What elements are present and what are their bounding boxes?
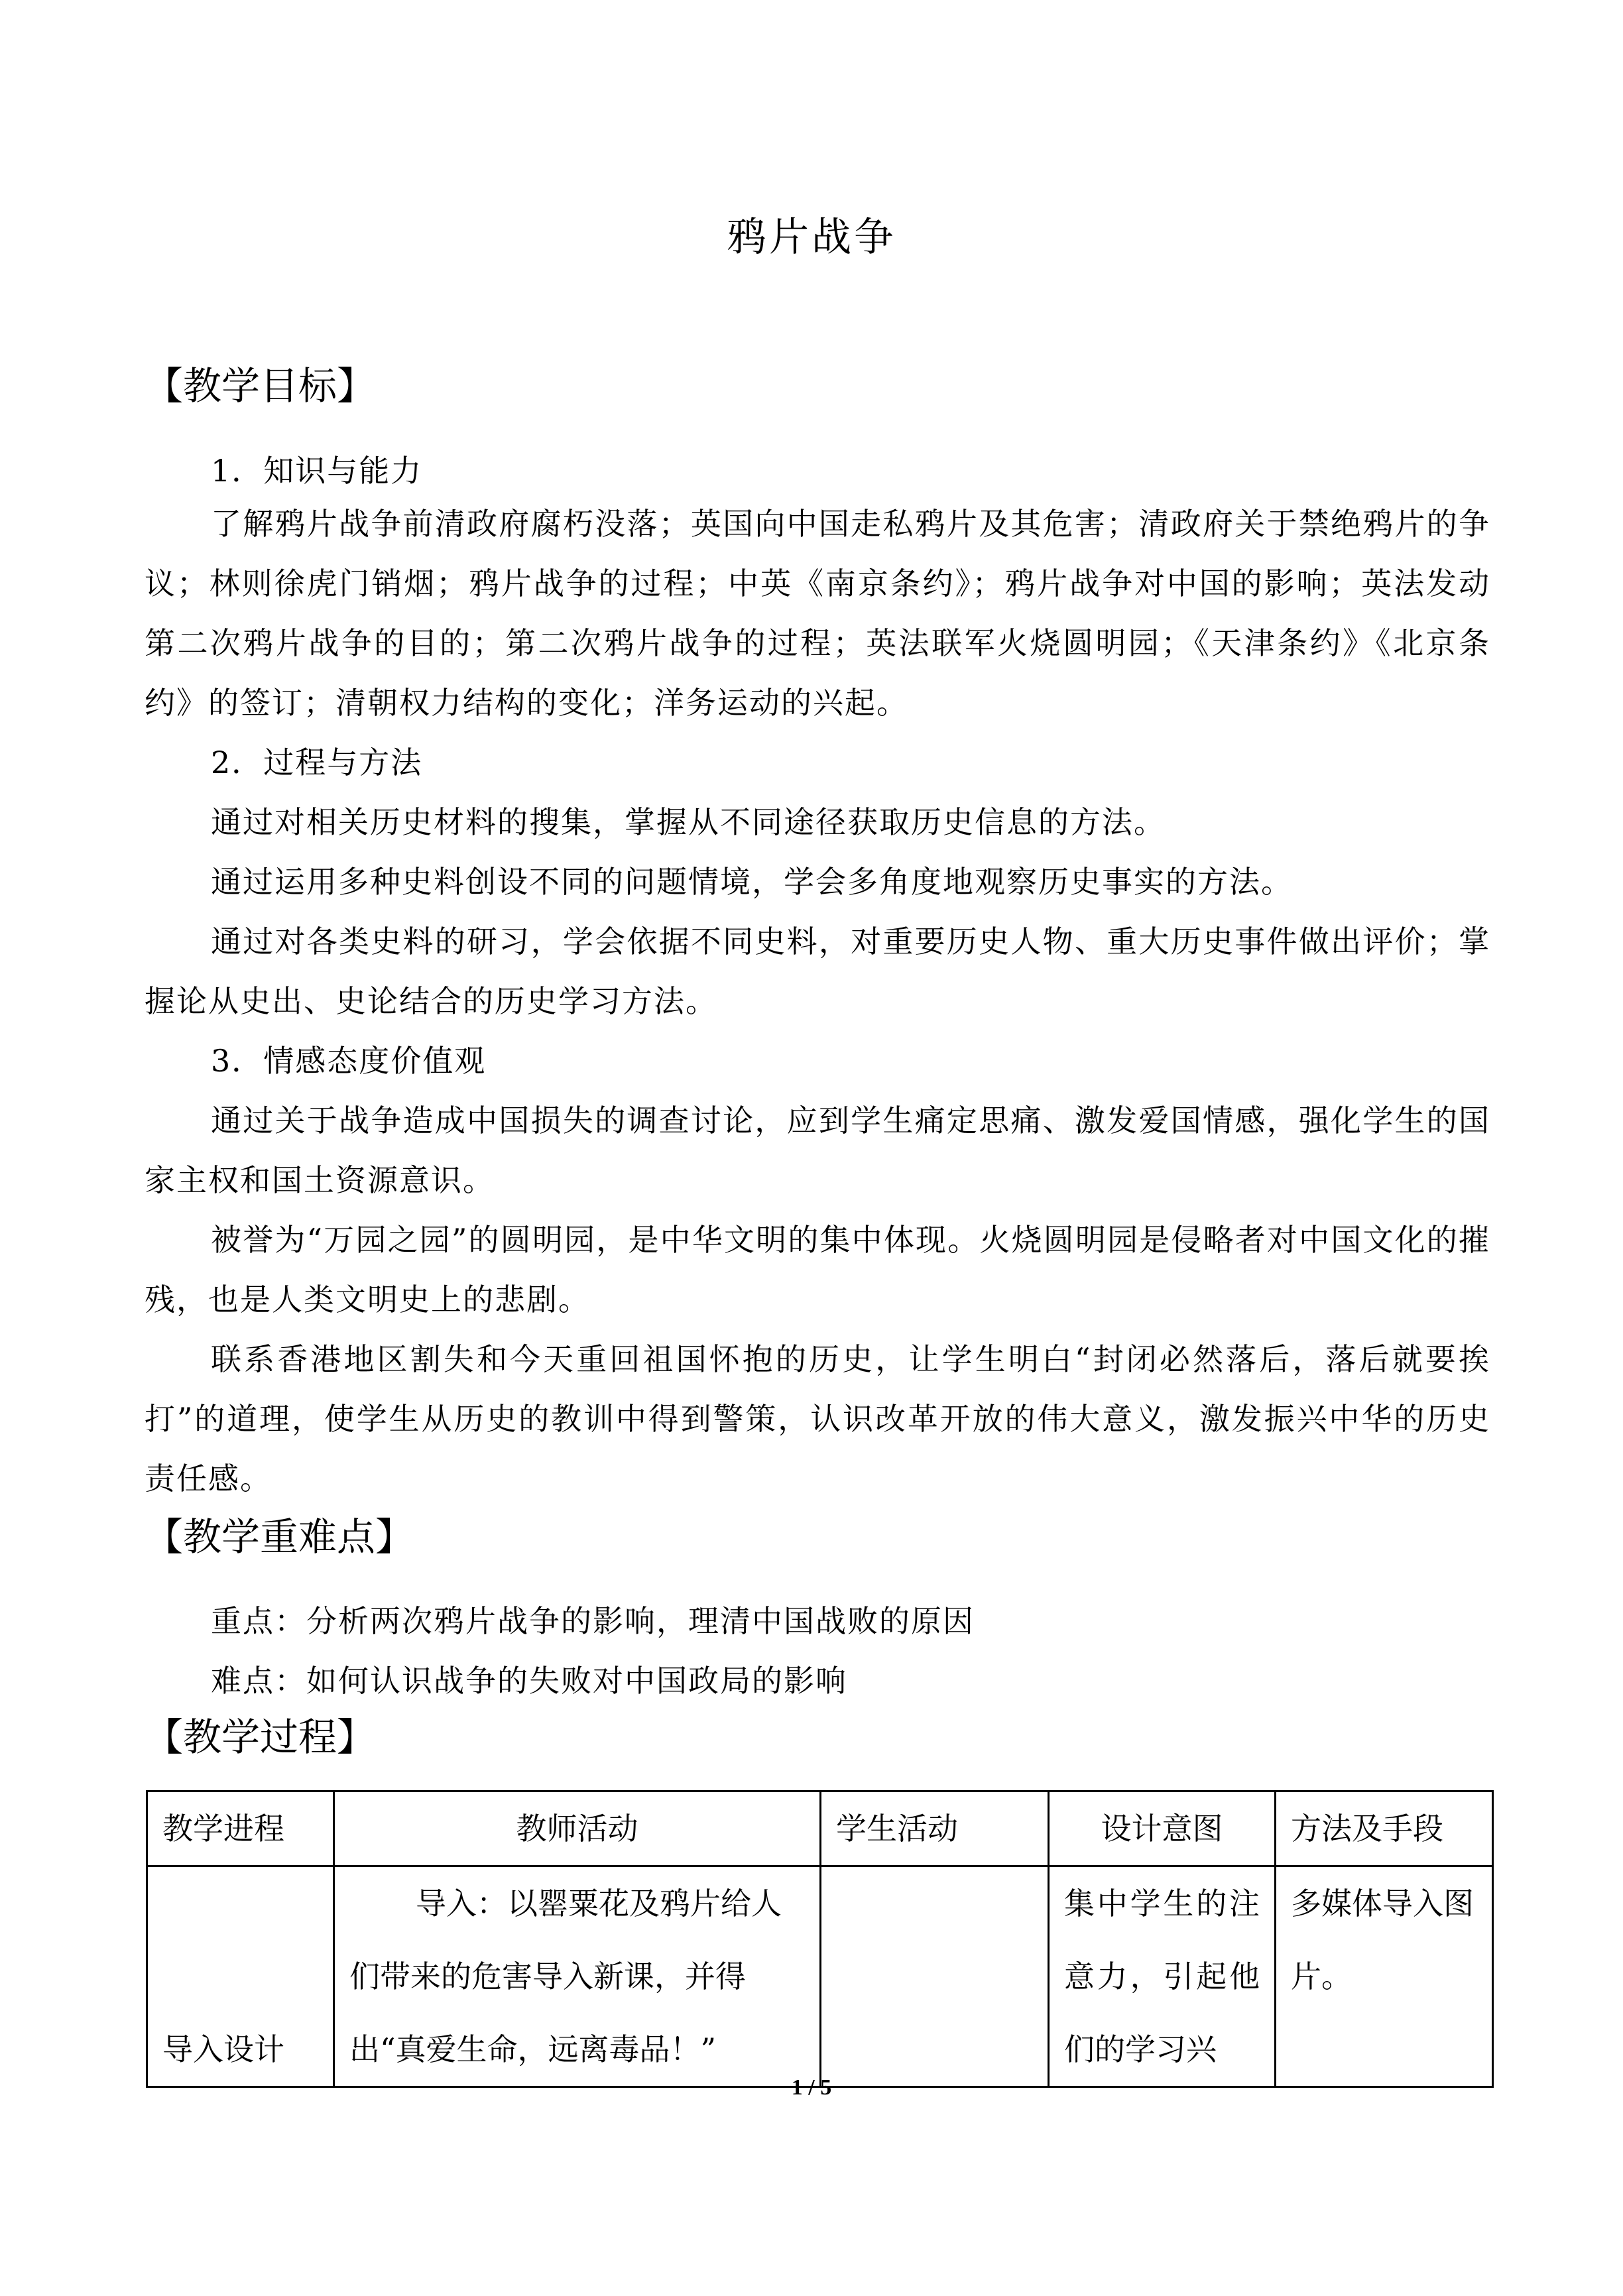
table-row	[147, 1866, 1493, 2087]
goal1-text: 了解鸦片战争前清政府腐朽没落；英国向中国走私鸦片及其危害；清政府关于禁绝鸦片的争议；林则徐虎门销烟；鸦片战争的过程；中英《南京条约》；鸦片战争对中国的影响；英法发动第二次鸦片战争的目的；第二次鸦片战争的过程；英法联军火烧圆明园；《天津条约》《北京条约》的签订；清朝权力结构的变化；洋务运动的兴起。	[145, 506, 1490, 721]
cell-stage: 导入设计	[147, 1866, 334, 2087]
goal3-label: 3．情感态度价值观	[211, 1043, 487, 1079]
document-title: 鸦片战争	[727, 214, 896, 261]
header-method: 方法及手段	[1276, 1791, 1493, 1866]
goal2-paragraph-1: 通过对相关历史材料的搜集，掌握从不同途径获取历史信息的方法。	[211, 804, 1166, 840]
difficult-point: 难点：如何认识战争的失败对中国政局的影响	[211, 1663, 847, 1699]
header-student-activity: 学生活动	[821, 1791, 1049, 1866]
goal3-paragraph-2: 被誉为“万园之园”的圆明园，是中华文明的集中体现。火烧圆明园是侵略者对中国文化的摧残，也是人类文明史上的悲剧。	[145, 1222, 1490, 1317]
page-number: 1 / 5	[791, 2075, 832, 2100]
teaching-process-table	[146, 1790, 1494, 2088]
section-heading-keypoints: 【教学重难点】	[145, 1514, 414, 1559]
goal2-paragraph-2: 通过运用多种史料创设不同的问题情境，学会多角度地观察历史事实的方法。	[211, 864, 1293, 900]
cell-method: 多媒体导入图片。	[1276, 1866, 1493, 2087]
goal3-paragraph-1: 通过关于战争造成中国损失的调查讨论，应到学生痛定思痛、激发爱国情感，强化学生的国家主权和国土资源意识。	[145, 1103, 1490, 1198]
section-heading-goals: 【教学目标】	[145, 363, 376, 408]
key-point: 重点：分析两次鸦片战争的影响，理清中国战败的原因	[211, 1603, 975, 1639]
cell-design-intent: 集中学生的注意力，引起他们的学习兴	[1049, 1866, 1276, 2087]
header-teacher-activity: 教师活动	[334, 1791, 821, 1866]
table-header-row	[147, 1791, 1493, 1866]
cell-teacher-activity: 导入：以罂粟花及鸦片给人们带来的危害导入新课，并得出“真爱生命，远离毒品！”	[334, 1866, 821, 2087]
goal2-paragraph-3: 通过对各类史料的研习，学会依据不同史料，对重要历史人物、重大历史事件做出评价；掌握论从史出、史论结合的历史学习方法。	[145, 924, 1490, 1019]
section-heading-process: 【教学过程】	[145, 1715, 376, 1760]
goal2-label: 2．过程与方法	[211, 745, 423, 780]
header-design-intent: 设计意图	[1049, 1791, 1276, 1866]
header-stage: 教学进程	[147, 1791, 334, 1866]
cell-student-activity	[821, 1866, 1049, 2087]
goal1-label: 1．知识与能力	[211, 453, 423, 489]
goal3-paragraph-3: 联系香港地区割失和今天重回祖国怀抱的历史，让学生明白“封闭必然落后，落后就要挨打”的道理，使学生从历史的教训中得到警策，认识改革开放的伟大意义，激发振兴中华的历史责任感。	[145, 1341, 1490, 1496]
